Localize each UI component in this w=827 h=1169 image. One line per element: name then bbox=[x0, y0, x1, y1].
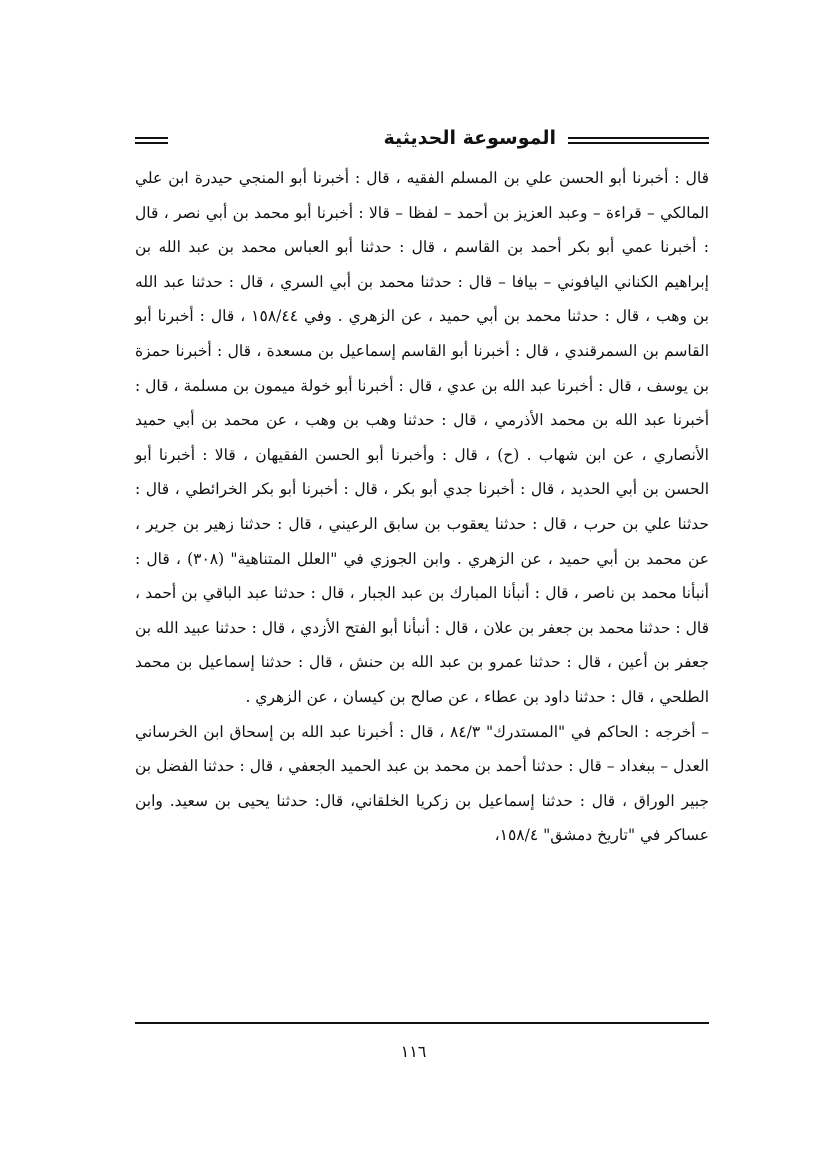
paragraph-takhrij: – أخرجه : الحاكم في "المستدرك" ٨٤/٣ ، قال : أخبرنا عبد الله بن إسحاق ابن الخرساني العدل – ببغداد – قال : حدثنا أحمد بن محمد بن عبد الحميد الجعفي ، قال : حدثنا الفضل بن جبير الوراق ، قال : حدثنا إسماعيل بن زكريا الخلقاني، قال: حدثنا يحيى بن سعيد. وابن عساكر في "تاريخ دمشق" ١٥٨/٤، bbox=[135, 722, 710, 845]
header-rule-right bbox=[568, 137, 709, 144]
page-title: الموسوعة الحديثية bbox=[383, 127, 556, 149]
page-header bbox=[135, 124, 709, 160]
paragraph-main: قال : أخبرنا أبو الحسن علي بن المسلم الفقيه ، قال : أخبرنا أبو المنجي حيدرة ابن علي المالكي – قراءة – وعبد العزيز بن أحمد – لفظا – قالا : أخبرنا أبو محمد بن أبي نصر ، قال : أخبرنا عمي أبو بكر أحمد بن القاسم ، قال : حدثنا أبو العباس محمد بن عبد الله بن إبراهيم الكناني اليافوني – بيافا – قال : حدثنا محمد بن أبي السري ، قال : حدثنا عبد الله بن وهب ، قال : حدثنا محمد بن أبي حميد ، عن الزهري . وفي ١٥٨/٤٤ ، قال : أخبرنا أبو القاسم بن السمرقندي ، قال : أخبرنا أبو القاسم إسماعيل بن مسعدة ، قال : أخبرنا حمزة بن يوسف ، قال : أخبرنا عبد الله بن عدي ، قال : أخبرنا أبو خولة ميمون بن مسلمة ، قال : أخبرنا عبد الله بن محمد الأذرمي ، قال : حدثنا وهب بن وهب ، عن محمد بن أبي حميد الأنصاري ، عن ابن شهاب . (ح) ، قال : وأخبرنا أبو الحسن الفقيهان ، قالا : أخبرنا أبو الحسن بن أبي الحديد ، قال : أخبرنا جدي أبو بكر ، قال : أخبرنا أبو بكر الخرائطي ، قال : حدثنا علي بن حرب ، قال : حدثنا يعقوب بن سابق الرعيني ، قال : حدثنا زهير بن جرير ، عن محمد بن أبي حميد ، عن الزهري . وابن الجوزي في "العلل المتناهية" (٣٠٨) ، قال : أنبأنا محمد بن ناصر ، قال : أنبأنا المبارك بن عبد الجبار ، قال : حدثنا عبد الباقي بن أحمد ، قال : حدثنا محمد بن جعفر بن علان ، قال : أنبأنا أبو الفتح الأزدي ، قال : حدثنا عبيد الله بن جعفر بن أعين ، قال : حدثنا عمرو بن عبد الله بن حنش ، قال : حدثنا إسماعيل بن محمد الطلحي ، قال : حدثنا داود بن عطاء ، عن صالح بن كيسان ، عن الزهري . bbox=[135, 169, 709, 706]
header-rule-left bbox=[135, 137, 168, 144]
footer-rule bbox=[135, 1022, 709, 1024]
page-body bbox=[135, 161, 709, 853]
page-number: ١١٦ bbox=[400, 1042, 427, 1061]
